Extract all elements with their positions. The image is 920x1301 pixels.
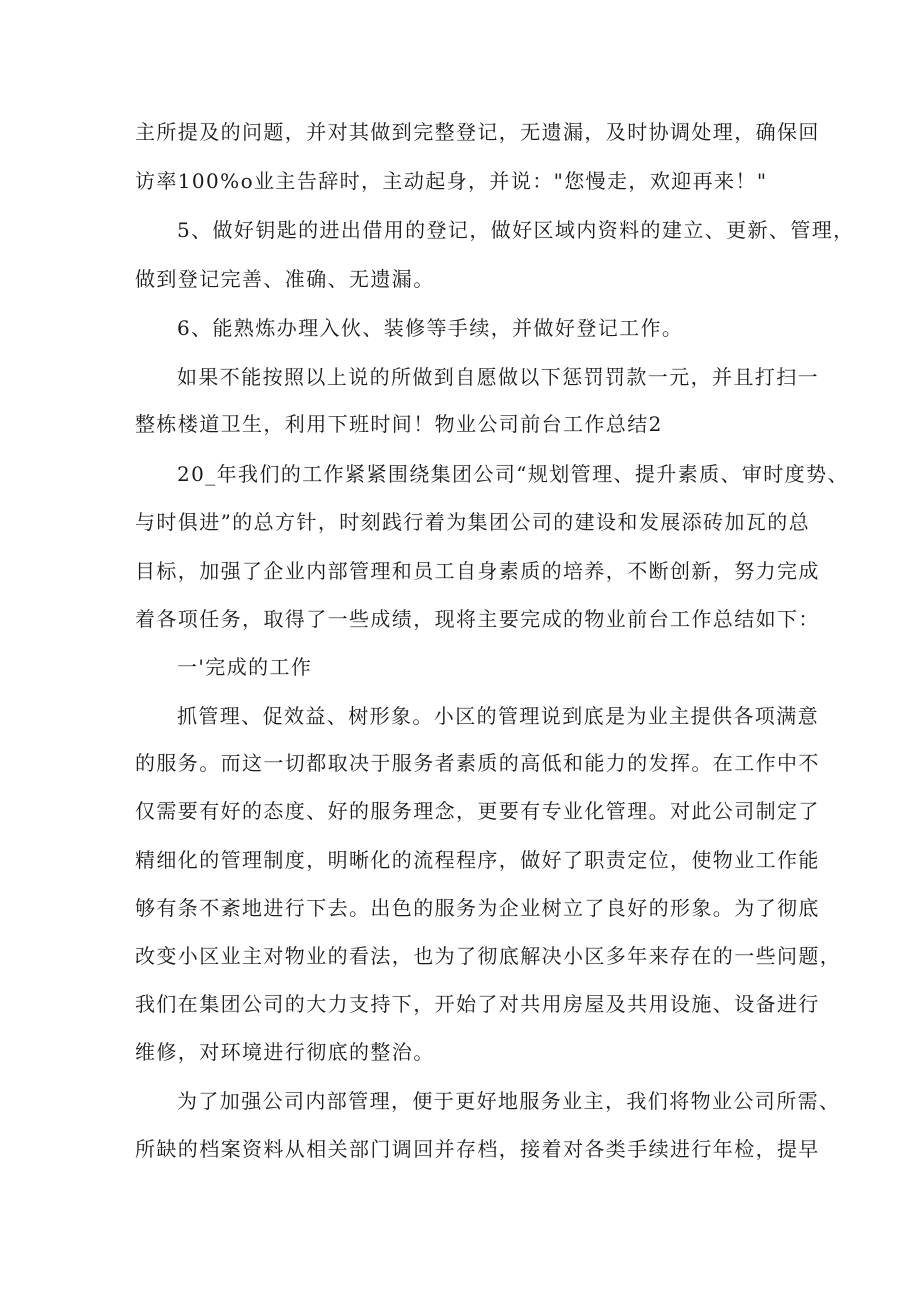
text-line: 5、做好钥匙的进出借用的登记，做好区域内资料的建立、更新、管理， bbox=[177, 218, 855, 242]
text-line: 抓管理、促效益、树形象。小区的管理说到底是为业主提供各项满意 bbox=[177, 704, 819, 728]
text-line: 如果不能按照以上说的所做到自愿做以下惩罚罚款一元，并且打扫一 bbox=[177, 365, 819, 389]
text-line: 的服务。而这一切都取决于服务者素质的高低和能力的发挥。在工作中不 bbox=[135, 751, 820, 775]
text-line: 够有条不紊地进行下去。出色的服务为企业树立了良好的形象。为了彻底 bbox=[135, 896, 820, 920]
text-line: 与时俱进”的总方针，时刻践行着为集团公司的建设和发展添砖加瓦的总 bbox=[135, 510, 811, 534]
text-line: 着各项任务，取得了一些成绩，现将主要完成的物业前台工作总结如下： bbox=[135, 607, 820, 631]
text-line: 目标，加强了企业内部管理和员工自身素质的培养，不断创新，努力完成 bbox=[135, 559, 820, 583]
text-line: 维修，对环境进行彻底的整治。 bbox=[135, 1040, 435, 1064]
text-line: 我们在集团公司的大力支持下，开始了对共用房屋及共用设施、设备进行 bbox=[135, 992, 820, 1016]
text-line: 整栋楼道卫生，利用下班时间！物业公司前台工作总结2 bbox=[135, 412, 663, 436]
text-line: 6、能熟炼办理入伙、装修等手续，并做好登记工作。 bbox=[177, 316, 684, 340]
text-line: 做到登记完善、准确、无遗漏。 bbox=[135, 267, 435, 291]
text-line: 主所提及的问题，并对其做到完整登记，无遗漏，及时协调处理，确保回 bbox=[135, 120, 820, 144]
text-line: 精细化的管理制度，明晰化的流程程序，做好了职责定位，使物业工作能 bbox=[135, 848, 820, 872]
text-line: 仅需要有好的态度、好的服务理念，更要有专业化管理。对此公司制定了 bbox=[135, 799, 820, 823]
text-line: 所缺的档案资料从相关部门调回并存档，接着对各类手续进行年检，提早 bbox=[135, 1137, 820, 1161]
text-line: 20_年我们的工作紧紧围绕集团公司“规划管理、提升素质、审时度势、 bbox=[177, 462, 849, 486]
section-heading: 一'完成的工作 bbox=[177, 655, 313, 679]
text-line: 访率100%o业主告辞时，主动起身，并说："您慢走，欢迎再来！" bbox=[135, 169, 768, 193]
text-line: 为了加强公司内部管理，便于更好地服务业主，我们将物业公司所需、 bbox=[177, 1089, 841, 1113]
text-line: 改变小区业主对物业的看法，也为了彻底解决小区多年来存在的一些问题， bbox=[135, 944, 842, 968]
